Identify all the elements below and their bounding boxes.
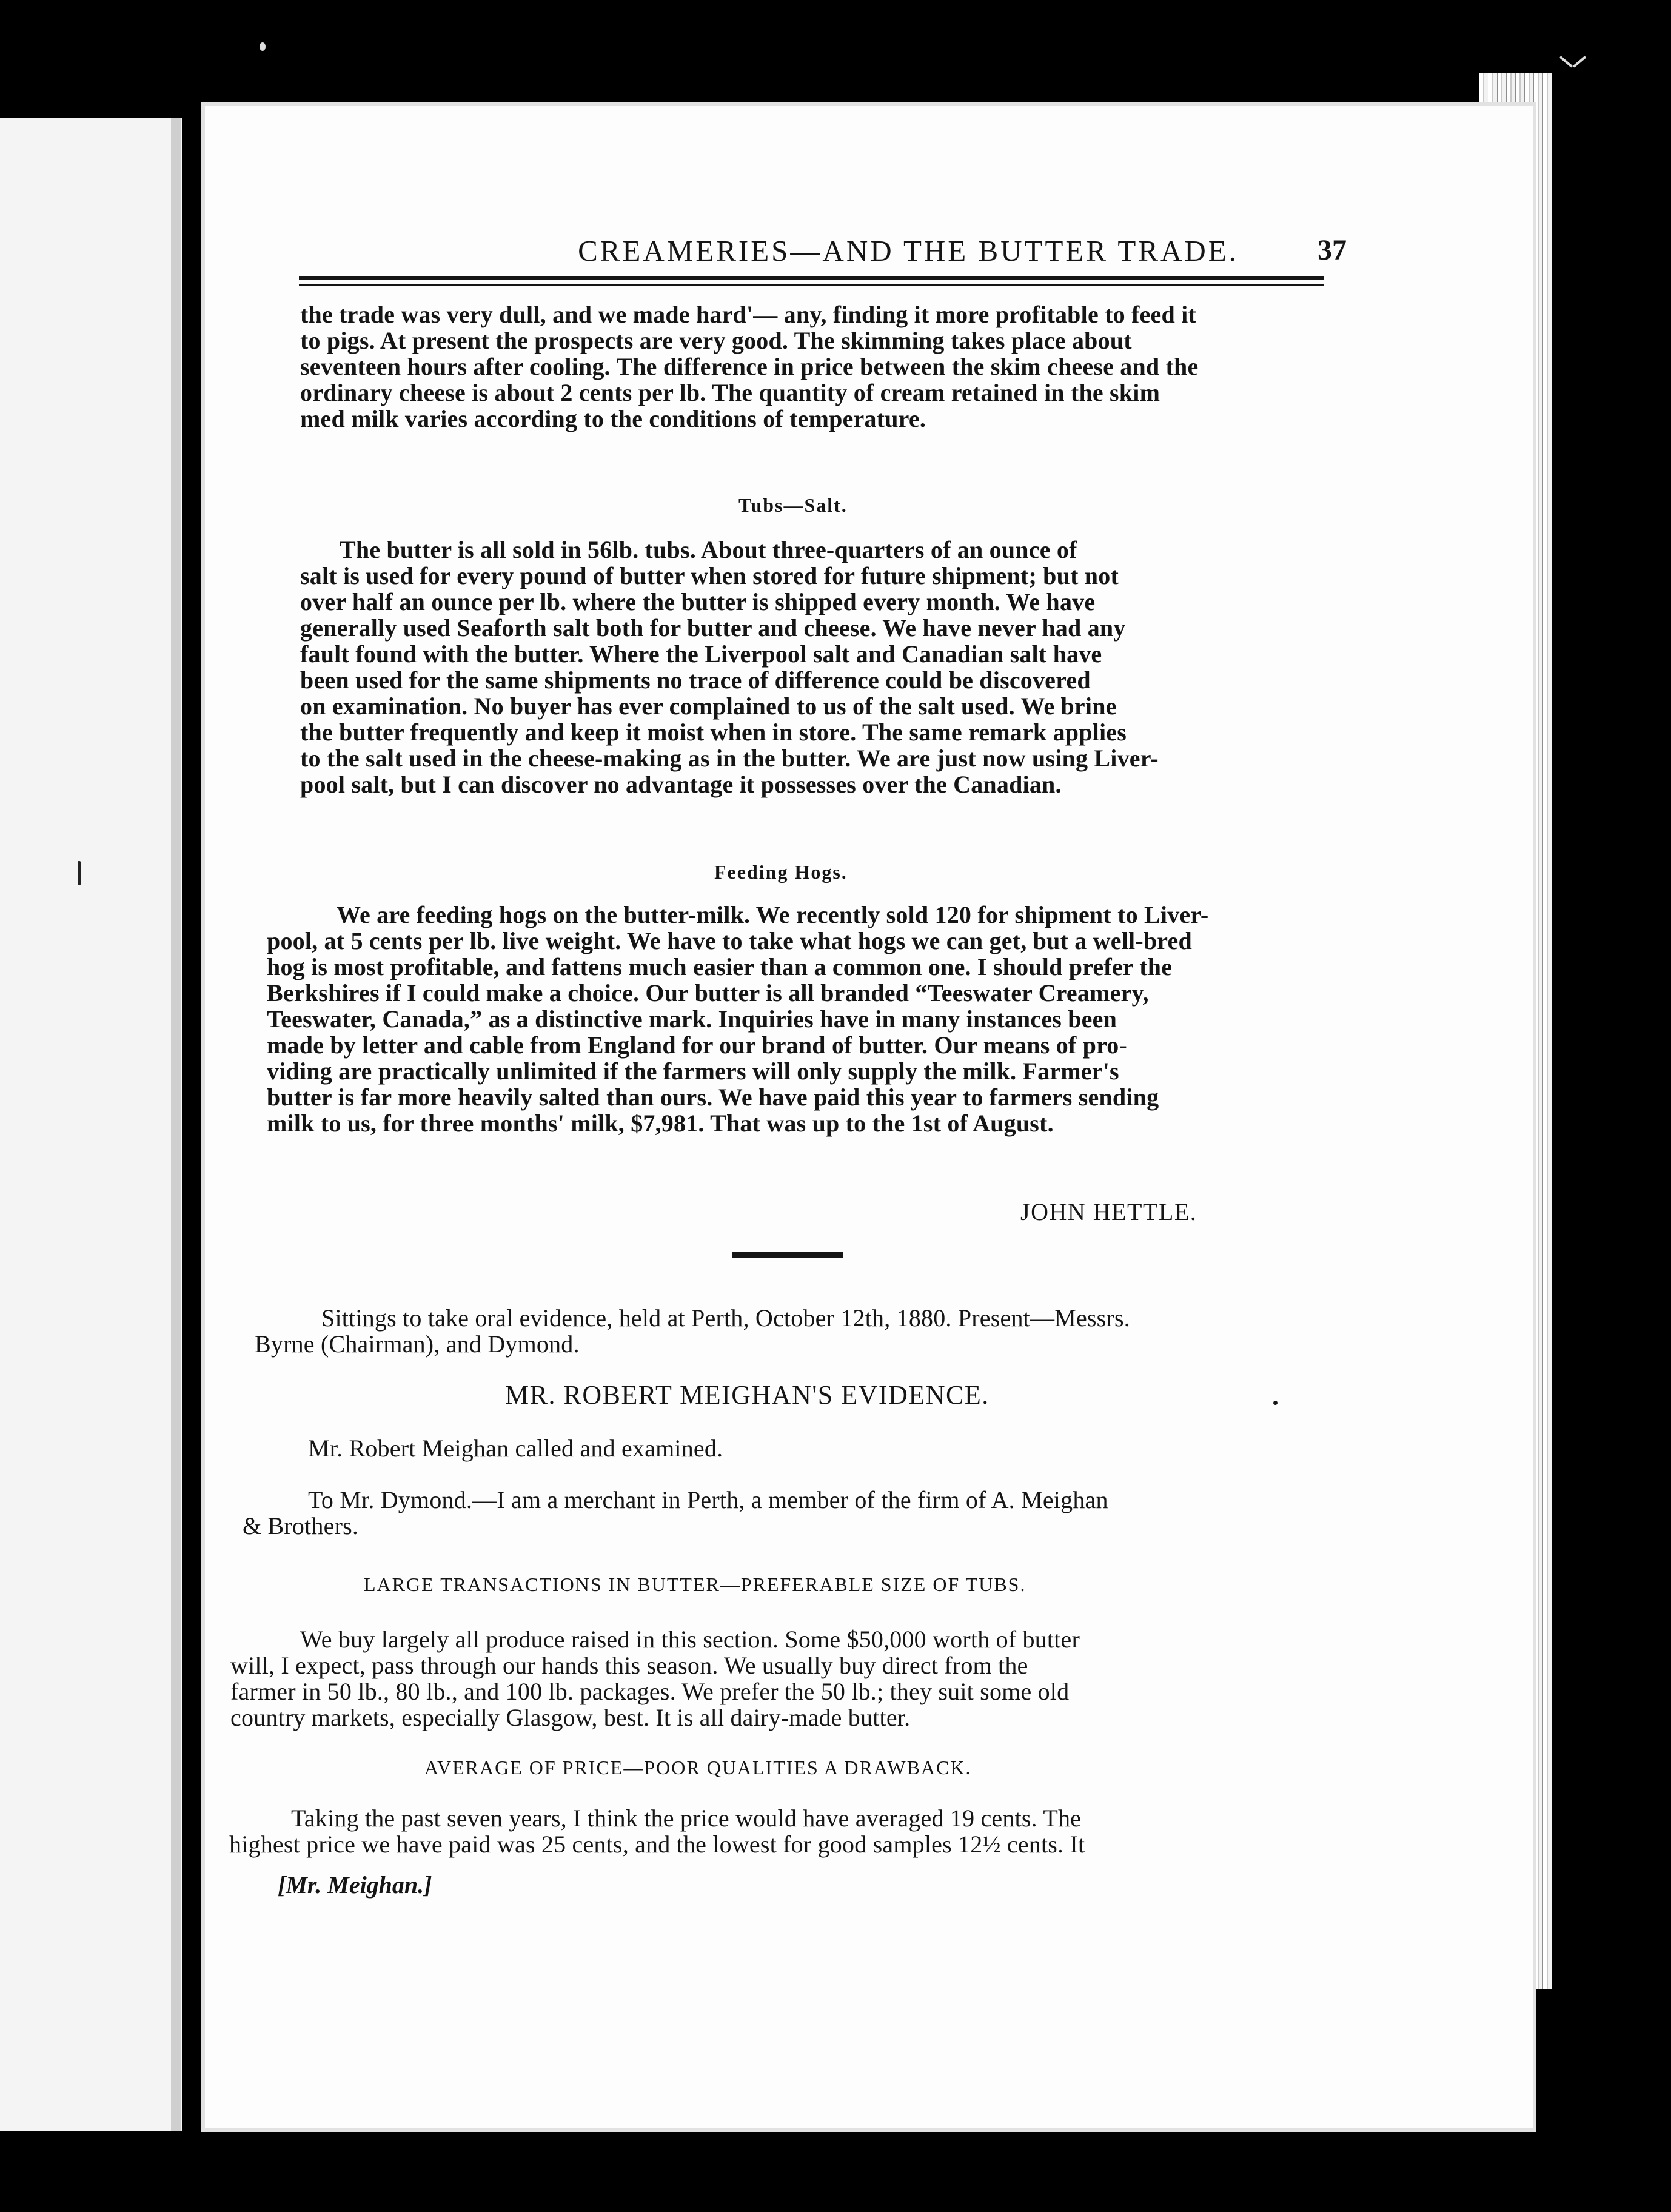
text-line: been used for the same shipments no trace of difference could be discovered: [300, 666, 1091, 694]
text-line: To Mr. Dymond.—I am a merchant in Perth, a member of the firm of A. Meighan: [308, 1486, 1108, 1513]
text-line: made by letter and cable from England for our brand of butter. Our means of pro-: [267, 1031, 1128, 1059]
section-divider: [732, 1252, 843, 1258]
text-line: viding are practically unlimited if the farmers will only supply the milk. Farmer's: [267, 1057, 1119, 1085]
header-rule-thin: [299, 284, 1324, 286]
text-line: We are feeding hogs on the butter-milk. We recently sold 120 for shipment to Liver-: [337, 901, 1209, 928]
text-line: the butter frequently and keep it moist when in store. The same remark applies: [300, 719, 1127, 746]
header-rule: [299, 276, 1324, 280]
footer-speaker-label: [Mr. Meighan.]: [278, 1871, 432, 1899]
text-line: pool, at 5 cents per lb. live weight. We have to take what hogs we can get, but a well-bred: [267, 927, 1192, 954]
text-line: Teeswater, Canada,” as a distinctive mark. Inquiries have in many instances been: [267, 1005, 1117, 1033]
text-line: seventeen hours after cooling. The difference in price between the skim cheese and the: [300, 353, 1199, 380]
text-line: on examination. No buyer has ever complained to us of the salt used. We brine: [300, 692, 1117, 720]
left-page: [0, 118, 182, 2131]
text-line: highest price we have paid was 25 cents, and the lowest for good samples 12½ cents. It: [229, 1831, 1085, 1858]
scan-speck: [260, 42, 266, 51]
text-line: fault found with the butter. Where the Liverpool salt and Canadian salt have: [300, 640, 1102, 668]
section-heading-feeding-hogs: Feeding Hogs.: [714, 861, 848, 883]
text-line: Byrne (Chairman), and Dymond.: [255, 1330, 580, 1358]
text-line: farmer in 50 lb., 80 lb., and 100 lb. packages. We prefer the 50 lb.; they suit some old: [230, 1678, 1070, 1705]
print-speck: [1273, 1401, 1278, 1405]
text-line: med milk varies according to the conditions of temperature.: [300, 405, 926, 432]
text-line: Taking the past seven years, I think the price would have averaged 19 cents. The: [291, 1805, 1082, 1832]
text-line: & Brothers.: [243, 1512, 359, 1540]
scan-speck: [1559, 56, 1573, 68]
text-line: the trade was very dull, and we made hard'— any, finding it more profitable to feed it: [300, 301, 1196, 328]
section-heading-average-price: AVERAGE OF PRICE—POOR QUALITIES A DRAWBACK.: [424, 1757, 972, 1778]
text-line: hog is most profitable, and fattens much easier than a common one. I should prefer the: [267, 953, 1173, 980]
text-line: ordinary cheese is about 2 cents per lb. The quantity of cream retained in the skim: [300, 379, 1160, 406]
text-line: milk to us, for three months' milk, $7,981. That was up to the 1st of August.: [267, 1110, 1054, 1137]
running-head: CREAMERIES—AND THE BUTTER TRADE.: [578, 234, 1239, 267]
signature: JOHN HETTLE.: [1020, 1198, 1197, 1225]
text-line: will, I expect, pass through our hands this season. We usually buy direct from the: [230, 1652, 1028, 1679]
left-page-edge: [171, 118, 181, 2131]
section-heading-large-transactions: LARGE TRANSACTIONS IN BUTTER—PREFERABLE SIZE OF TUBS.: [364, 1574, 1026, 1595]
text-line: butter is far more heavily salted than ours. We have paid this year to farmers sending: [267, 1084, 1159, 1111]
text-line: generally used Seaforth salt both for butter and cheese. We have never had any: [300, 614, 1126, 642]
text-line: to the salt used in the cheese-making as in the butter. We are just now using Liver-: [300, 745, 1159, 772]
text-line: Sittings to take oral evidence, held at Perth, October 12th, 1880. Present—Messrs.: [321, 1304, 1130, 1332]
evidence-title: MR. ROBERT MEIGHAN'S EVIDENCE.: [505, 1380, 990, 1410]
text-line: to pigs. At present the prospects are very good. The skimming takes place about: [300, 327, 1132, 354]
book-page: [205, 106, 1533, 2128]
text-line: Berkshires if I could make a choice. Our butter is all branded “Teeswater Creamery,: [267, 979, 1149, 1007]
text-line: Mr. Robert Meighan called and examined.: [308, 1435, 723, 1462]
page-number: 37: [1318, 234, 1347, 266]
text-line: The butter is all sold in 56lb. tubs. About three-quarters of an ounce of: [340, 536, 1077, 563]
scan-speck: [1573, 56, 1586, 68]
text-line: salt is used for every pound of butter when stored for future shipment; but not: [300, 562, 1119, 589]
scan-speck: [78, 861, 81, 885]
text-line: over half an ounce per lb. where the butter is shipped every month. We have: [300, 588, 1096, 615]
section-heading-tubs-salt: Tubs—Salt.: [738, 494, 848, 516]
text-line: We buy largely all produce raised in this section. Some $50,000 worth of butter: [300, 1626, 1080, 1653]
text-line: country markets, especially Glasgow, best. It is all dairy-made butter.: [230, 1704, 911, 1731]
text-line: pool salt, but I can discover no advantage it possesses over the Canadian.: [300, 771, 1062, 798]
